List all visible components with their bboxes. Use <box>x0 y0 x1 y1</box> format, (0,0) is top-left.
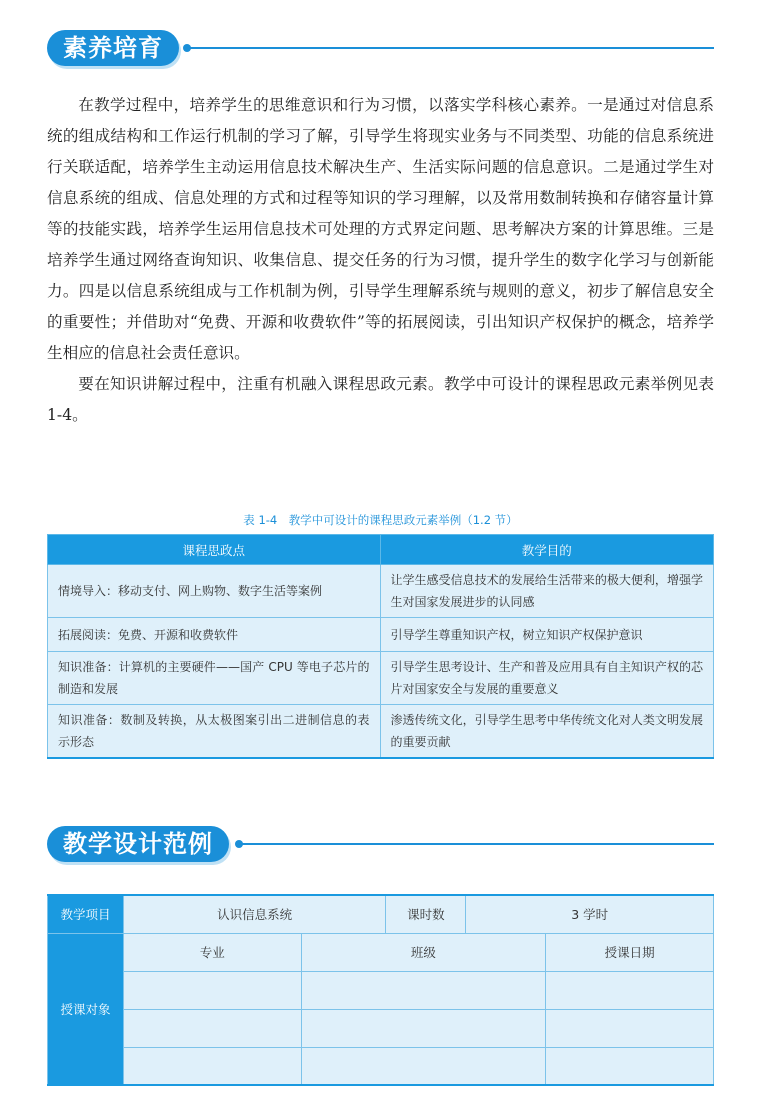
empty-cell[interactable] <box>546 971 714 1009</box>
table-cell: 渗透传统文化，引导学生思考中华传统文化对人类文明发展的重要贡献 <box>380 705 714 759</box>
empty-cell[interactable] <box>123 1047 301 1085</box>
paragraph-ideology: 要在知识讲解过程中，注重有机融入课程思政元素。教学中可设计的课程思政元素举例见表 1-4。 <box>47 375 714 424</box>
empty-cell[interactable] <box>301 1009 546 1047</box>
column-header-class: 班级 <box>301 933 546 971</box>
column-header-date: 授课日期 <box>546 933 714 971</box>
table-row <box>48 565 714 618</box>
project-label: 教学项目 <box>48 895 124 933</box>
table-cell: 让学生感受信息技术的发展给生活带来的极大便利，增强学生对国家发展进步的认同感 <box>380 565 714 618</box>
column-header: 教学目的 <box>380 535 714 565</box>
table-cell: 情境导入：移动支付、网上购物、数字生活等案例 <box>48 565 381 618</box>
paragraph-cultivation: 在教学过程中，培养学生的思维意识和行为习惯，以落实学科核心素养。一是通过对信息系统的组成结构和工作运行机制的学习了解，引导学生将现实业务与不同类型、功能的信息系统进行关联适配，培养学生主动运用信息技术解决生产、生活实际问题的信息意识。二是通过学生对信息系统的组成、信息处理的方式和过程等知识的学习理解，以及常用数制转换和存储容量计算等的技能实践，培养学生运用信息技术可处理的方式界定问题、思考解决方案的计算思维。三是培养学生通过网络查询知识、收集信息、提交任务的行为习惯，提升学生的数字化学习与创新能力。四是以信息系统组成与工作机制为例，引导学生理解系统与规则的意义，初步了解信息安全的重要性；并借助对“免费、开源和收费软件”等的拓展阅读，引出知识产权保护的概念，培养学生相应的信息社会责任意识。 <box>47 96 714 362</box>
table-cell: 知识准备：计算机的主要硬件——国产 CPU 等电子芯片的制造和发展 <box>48 652 381 705</box>
table-cell: 知识准备：数制及转换，从太极图案引出二进制信息的表示形态 <box>48 705 381 759</box>
column-header-major: 专业 <box>123 933 301 971</box>
section-title-cultivation: 素养培育 <box>47 30 179 66</box>
section-divider <box>239 843 714 845</box>
column-header: 课程思政点 <box>48 535 381 565</box>
section-header-cultivation <box>47 30 714 70</box>
hours-value: 3 学时 <box>466 895 714 933</box>
empty-cell[interactable] <box>123 1009 301 1047</box>
audience-label: 授课对象 <box>48 933 124 1085</box>
hours-label: 课时数 <box>386 895 466 933</box>
empty-cell[interactable] <box>546 1009 714 1047</box>
section-header-design <box>47 826 714 866</box>
teaching-design-table <box>47 894 714 1086</box>
empty-cell[interactable] <box>301 971 546 1009</box>
table-row <box>48 895 714 933</box>
section-title-design: 教学设计范例 <box>47 826 229 862</box>
table-row <box>48 618 714 652</box>
empty-cell[interactable] <box>123 971 301 1009</box>
table-row <box>48 1009 714 1047</box>
table-header-row <box>48 535 714 565</box>
ideology-elements-table <box>47 534 714 759</box>
empty-cell[interactable] <box>301 1047 546 1085</box>
table-caption: 表 1-4 教学中可设计的课程思政元素举例（1.2 节） <box>243 513 518 527</box>
table-cell: 引导学生尊重知识产权，树立知识产权保护意识 <box>380 618 714 652</box>
table-cell: 引导学生思考设计、生产和普及应用具有自主知识产权的芯片对国家安全与发展的重要意义 <box>380 652 714 705</box>
table-row <box>48 652 714 705</box>
table-cell: 拓展阅读：免费、开源和收费软件 <box>48 618 381 652</box>
table-row <box>48 971 714 1009</box>
body-text <box>47 90 714 431</box>
project-value: 认识信息系统 <box>123 895 386 933</box>
empty-cell[interactable] <box>546 1047 714 1085</box>
section-divider <box>187 47 714 49</box>
table-row <box>48 1047 714 1085</box>
table-row <box>48 705 714 759</box>
table-row <box>48 933 714 971</box>
